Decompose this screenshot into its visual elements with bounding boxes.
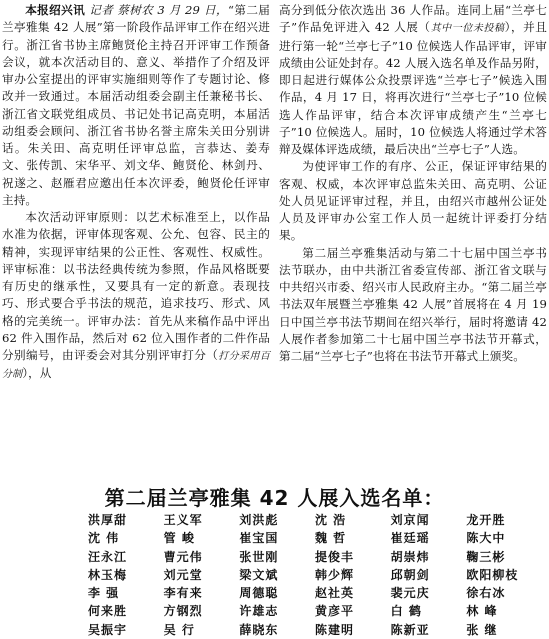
list-item: 方钢烈	[163, 604, 203, 619]
list-item: 曹元伟	[163, 549, 203, 564]
list-item: 张世刚	[239, 549, 279, 564]
article-paragraph	[279, 245, 547, 366]
list-item: 邱朝剑	[390, 567, 430, 582]
paragraph-text: “第二届兰亭雅集 42 人展”第一阶段作品评审工作在绍兴进行。浙江省书协主席鲍贤伦主持召开评审工作预备会议，就本次活动目的、意义、举措作了介绍及评审办公室提出的评审实施细则等作了专题讨论、修改并一致通过。本届活动组委会副主任兼秘书长、浙江省文联党组成员、书记处书记高克明，本届活动组委会顾问、浙江省书协名誉主席朱关田分别讲话。朱关田、高克明任评审总监，言恭达、姜寿文、张传凯、宋华平、刘文华、鲍贤伦、林剑丹、祝遂之、赵雁君应邀出任本次评委，鲍贤伦任评审主持。	[2, 3, 270, 207]
byline: 记者 蔡树农 3 月 29 日，	[89, 3, 228, 17]
list-item: 赵社英	[314, 586, 354, 601]
list-item: 许雄志	[239, 604, 279, 619]
list-item: 沈 伟	[88, 531, 120, 546]
list-item: 陈新亚	[390, 622, 430, 637]
list-item: 欧阳柳枝	[466, 567, 519, 582]
list-item: 崔宝国	[239, 531, 279, 546]
list-item: 魏 哲	[314, 531, 347, 546]
list-item: 提俊丰	[314, 549, 354, 564]
list-item: 白 鹤	[390, 604, 422, 619]
list-item: 刘元堂	[163, 567, 203, 582]
list-item: 王义军	[163, 513, 203, 527]
article-paragraph	[2, 2, 270, 209]
paragraph-text: 本次活动评审原则：以艺术标准至上，以作品水准为依据，评审体现客观、公允、包容、民主的精神，实现评审结果的公正性、客观性、权威性。评审标准：以书法经典传统为参照，作品风格既要有历史的继承性，又要具有一定的新意。表现技巧、形式要合乎书法的规范，追求技巧、形式、风格的完美统一。评审办法：首先从来稿作品中评出 62 件入围作品，然后对 62 位入围作者的二件作品分别编号，由评委会对其分别评审打分（	[2, 210, 270, 362]
list-item: 李有来	[163, 586, 203, 601]
article-paragraph	[279, 2, 547, 158]
news-article	[2, 2, 547, 480]
article-paragraph	[2, 209, 270, 384]
list-item: 刘京闻	[390, 513, 430, 527]
name-list-title: 第二届兰亭雅集 42 人展入选名单：	[104, 486, 445, 510]
paragraph-text-tail: ），从	[22, 366, 52, 381]
list-item: 徐右冰	[466, 586, 506, 601]
list-item: 胡崇炜	[390, 549, 430, 564]
list-item: 薛晓东	[239, 622, 279, 637]
list-item: 梁文斌	[239, 567, 279, 582]
paragraph-note: 打分采用百分制	[2, 351, 270, 381]
list-item: 沈 浩	[314, 513, 347, 527]
list-item: 吴振宇	[88, 622, 128, 637]
list-item: 鞠三彬	[466, 549, 506, 564]
list-item: 吴 行	[163, 622, 195, 637]
paragraph-text: 高分到低分依次选出 36 人作品。连同上届“兰亭七子”作品免评进入 42 人展（	[279, 3, 547, 35]
name-list	[88, 511, 542, 639]
dateline: 本报绍兴讯	[25, 3, 86, 17]
list-item: 陈建明	[314, 622, 354, 637]
list-item: 洪厚甜	[88, 513, 128, 527]
paragraph-text: 第二届兰亭雅集活动与第二十七届中国兰亭书法节联办，由中共浙江省委宣传部、浙江省文联与中共绍兴市委、绍兴市人民政府主办。“第二届兰亭书法双年展暨兰亭雅集 42 人展”首展将在 4 月 19 日中国兰亭书法节期间在绍兴举行，届时将邀请 42 人展作者参加第二十七届中国兰亭书法节开幕式，第二届“兰亭七子”也将在书法节开幕式上颁奖。	[279, 245, 547, 363]
list-item: 李 强	[88, 586, 120, 601]
list-item: 刘洪彪	[239, 513, 279, 527]
paragraph-text-tail: ），并且进行第一轮“兰亭七子”10 位候选人作品评审，评审成绩由公证处封存。42 人展入选名单及作品另附，即日起进行媒体公众投票评选“兰亭七子”候选入围作品，4 月 17 日，将再次进行“兰亭七子”10 位候选人作品评审，结合本次评审成绩产生“兰亭七子”10 位候选人。届时，10 位候选人将通过学术答辩及媒体评选成绩，最后决出“兰亭七子”人选。	[279, 20, 547, 156]
list-item: 管 峻	[163, 531, 195, 546]
list-item: 张 继	[466, 622, 498, 637]
list-item: 黄彦平	[314, 604, 354, 619]
list-item: 龙开胜	[466, 513, 506, 527]
list-item: 林玉梅	[88, 567, 128, 582]
list-item: 周德聪	[239, 586, 279, 601]
article-column-left	[2, 2, 270, 384]
article-paragraph	[279, 158, 547, 244]
list-item: 汪永江	[88, 549, 128, 564]
list-item: 崔廷瑶	[390, 531, 430, 546]
paragraph-note: 其中一位未投稿	[430, 23, 505, 35]
list-item: 林 峰	[466, 604, 498, 619]
paragraph-text: 为使评审工作的有序、公正，保证评审结果的客观、权威，本次评审总监朱关田、高克明、公证处人员见证评审过程，并且，由绍兴市越州公证处人员及评审办公室工作人员一起统计评委打分结果。	[279, 159, 547, 243]
list-item: 韩少辉	[314, 567, 354, 582]
article-column-right	[279, 2, 547, 365]
list-item: 何来胜	[88, 604, 128, 619]
list-item: 裴元庆	[390, 586, 430, 601]
list-item: 陈大中	[466, 531, 506, 546]
